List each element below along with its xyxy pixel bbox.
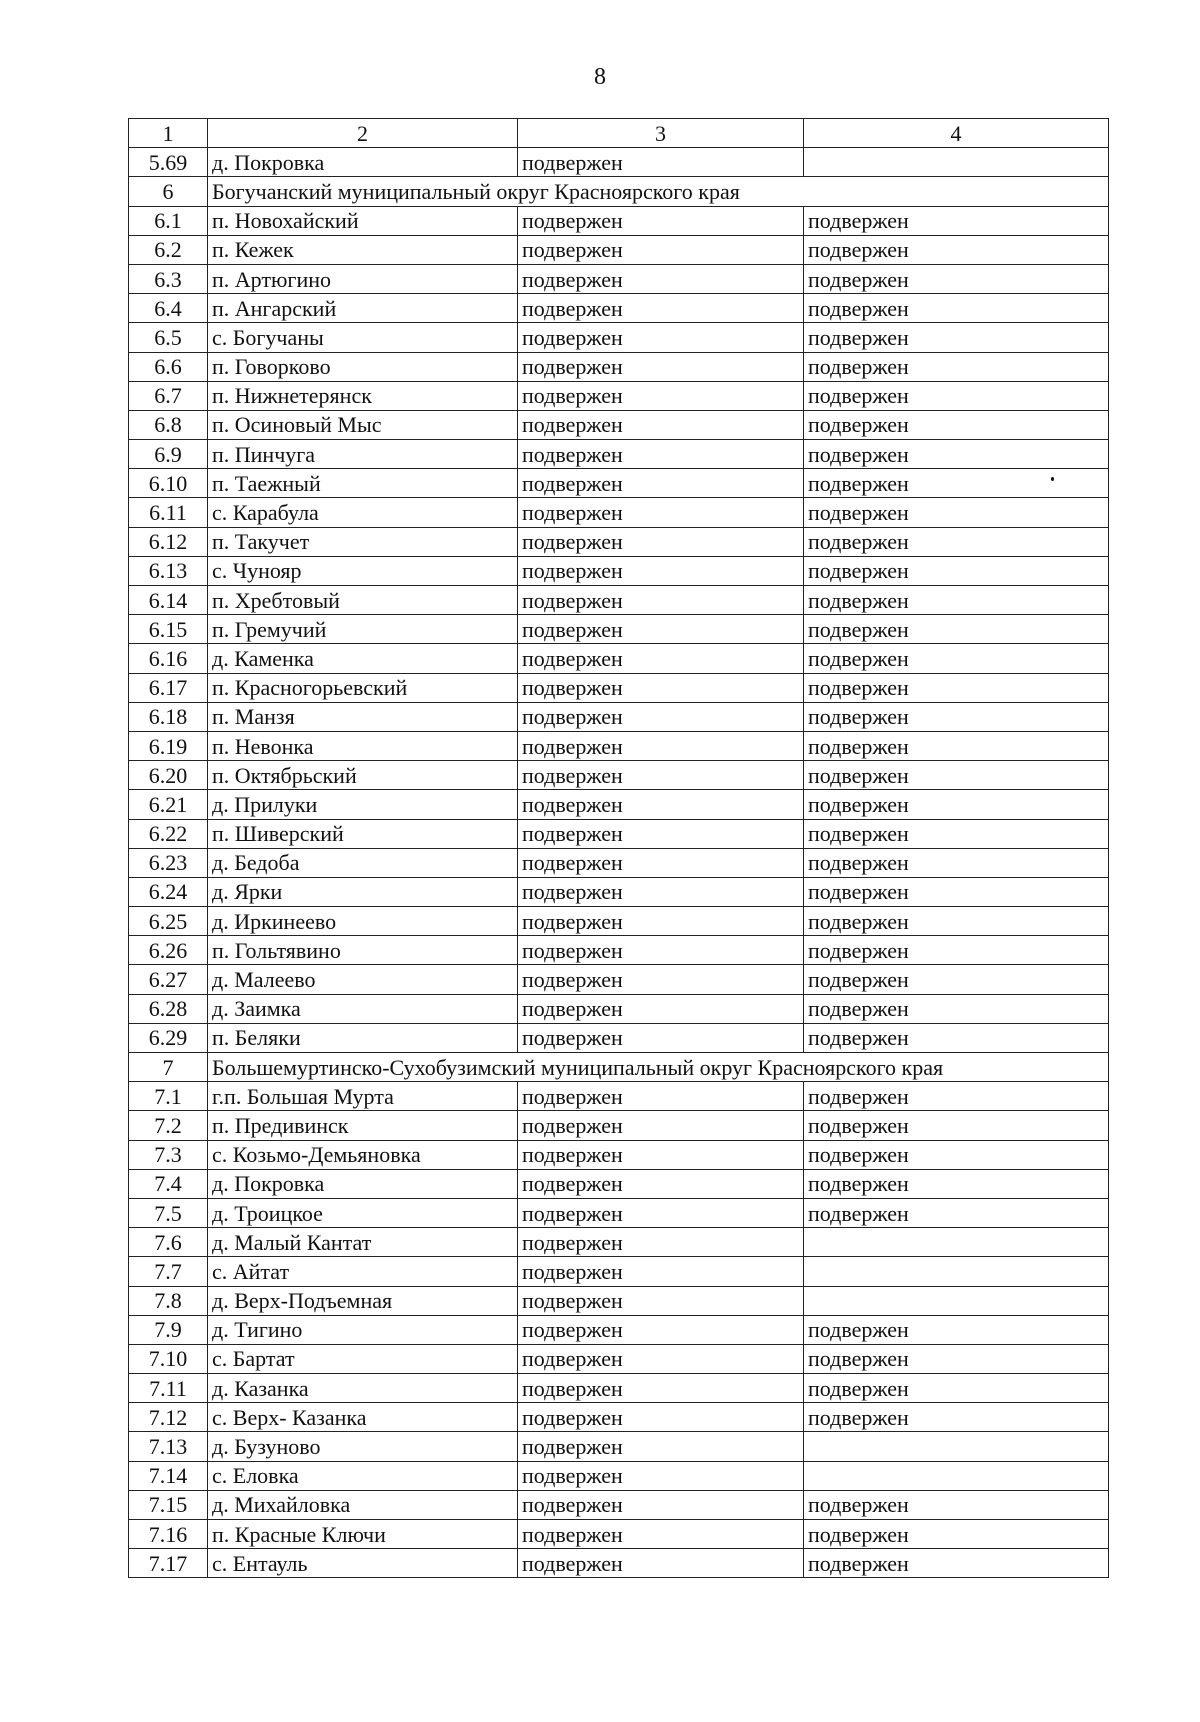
settlement-name: д. Верх-Подъемная (208, 1286, 518, 1315)
settlement-name: п. Манзя (208, 702, 518, 731)
settlement-name: с. Бартат (208, 1344, 518, 1373)
column-4-status: подвержен (804, 673, 1109, 702)
row-number: 7.2 (129, 1111, 208, 1140)
column-4-status: подвержен (804, 235, 1109, 264)
header-cell-4: 4 (804, 119, 1109, 148)
settlement-name: д. Малеево (208, 965, 518, 994)
column-3-status: подвержен (518, 1315, 804, 1344)
column-4-status: подвержен (804, 352, 1109, 381)
column-3-status: подвержен (518, 819, 804, 848)
column-3-status: подвержен (518, 877, 804, 906)
column-4-status: подвержен (804, 1111, 1109, 1140)
column-4-status: подвержен (804, 615, 1109, 644)
table-row (129, 1257, 1109, 1286)
column-4-status: подвержен (804, 761, 1109, 790)
table-row (129, 1140, 1109, 1169)
row-number: 6.1 (129, 206, 208, 235)
group-row (129, 1053, 1109, 1082)
settlement-name: п. Октябрьский (208, 761, 518, 790)
column-4-status: подвержен (804, 294, 1109, 323)
table-row (129, 702, 1109, 731)
table-row (129, 790, 1109, 819)
row-number: 6.24 (129, 877, 208, 906)
row-number: 7.16 (129, 1520, 208, 1549)
settlement-name: д. Заимка (208, 994, 518, 1023)
column-4-status: подвержен (804, 556, 1109, 585)
row-number: 7 (129, 1053, 208, 1082)
column-4-status (804, 1286, 1109, 1315)
row-number: 6.17 (129, 673, 208, 702)
column-4-status: подвержен (804, 410, 1109, 439)
table-row (129, 848, 1109, 877)
settlement-name: п. Таежный (208, 469, 518, 498)
row-number: 7.4 (129, 1169, 208, 1198)
row-number: 6.13 (129, 556, 208, 585)
column-3-status: подвержен (518, 294, 804, 323)
column-3-status: подвержен (518, 498, 804, 527)
table-row (129, 1432, 1109, 1461)
row-number: 6.28 (129, 994, 208, 1023)
settlement-name: п. Хребтовый (208, 586, 518, 615)
column-3-status: подвержен (518, 1023, 804, 1052)
column-3-status: подвержен (518, 440, 804, 469)
column-3-status: подвержен (518, 586, 804, 615)
column-4-status: подвержен (804, 1023, 1109, 1052)
settlement-name: п. Новохайский (208, 206, 518, 235)
column-4-status: подвержен (804, 848, 1109, 877)
table-header-row (129, 119, 1109, 148)
row-number: 7.9 (129, 1315, 208, 1344)
settlement-name: д. Тигино (208, 1315, 518, 1344)
column-4-status: подвержен (804, 1374, 1109, 1403)
column-3-status: подвержен (518, 556, 804, 585)
column-3-status: подвержен (518, 1549, 804, 1578)
column-3-status: подвержен (518, 1403, 804, 1432)
column-3-status: подвержен (518, 644, 804, 673)
column-3-status: подвержен (518, 1490, 804, 1519)
group-title: Большемуртинско-Сухобузимский муниципальный округ Красноярского края (208, 1053, 1109, 1082)
settlement-name: п. Кежек (208, 235, 518, 264)
table-row (129, 323, 1109, 352)
row-number: 6.21 (129, 790, 208, 819)
header-cell-1: 1 (129, 119, 208, 148)
table-row (129, 381, 1109, 410)
row-number: 5.69 (129, 148, 208, 177)
column-4-status: подвержен (804, 1490, 1109, 1519)
table-row (129, 527, 1109, 556)
row-number: 6 (129, 177, 208, 206)
row-number: 6.3 (129, 264, 208, 293)
row-number: 6.27 (129, 965, 208, 994)
row-number: 6.11 (129, 498, 208, 527)
column-4-status (804, 1461, 1109, 1490)
table-row (129, 556, 1109, 585)
row-number: 7.7 (129, 1257, 208, 1286)
settlement-name: п. Шиверский (208, 819, 518, 848)
column-4-status: подвержен (804, 936, 1109, 965)
column-3-status: подвержен (518, 1461, 804, 1490)
table-row (129, 1169, 1109, 1198)
column-3-status: подвержен (518, 1228, 804, 1257)
scan-speck (1051, 477, 1054, 481)
table-row (129, 586, 1109, 615)
table-row (129, 1228, 1109, 1257)
settlement-name: п. Осиновый Мыс (208, 410, 518, 439)
column-4-status: подвержен (804, 731, 1109, 760)
column-3-status: подвержен (518, 1169, 804, 1198)
row-number: 6.10 (129, 469, 208, 498)
column-4-status: подвержен (804, 907, 1109, 936)
column-3-status: подвержен (518, 673, 804, 702)
row-number: 6.15 (129, 615, 208, 644)
group-row (129, 177, 1109, 206)
row-number: 6.25 (129, 907, 208, 936)
table-row (129, 644, 1109, 673)
row-number: 6.7 (129, 381, 208, 410)
row-number: 7.10 (129, 1344, 208, 1373)
column-4-status: подвержен (804, 206, 1109, 235)
settlement-name: д. Михайловка (208, 1490, 518, 1519)
settlement-name: с. Козьмо-Демьяновка (208, 1140, 518, 1169)
table-row (129, 1403, 1109, 1432)
column-4-status (804, 148, 1109, 177)
table-row (129, 294, 1109, 323)
table-row (129, 615, 1109, 644)
table-row (129, 907, 1109, 936)
settlement-name: п. Такучет (208, 527, 518, 556)
column-4-status: подвержен (804, 381, 1109, 410)
column-3-status: подвержен (518, 1520, 804, 1549)
row-number: 7.17 (129, 1549, 208, 1578)
column-3-status: подвержен (518, 731, 804, 760)
header-cell-2: 2 (208, 119, 518, 148)
row-number: 7.6 (129, 1228, 208, 1257)
header-cell-3: 3 (518, 119, 804, 148)
column-4-status: подвержен (804, 644, 1109, 673)
table-row (129, 264, 1109, 293)
settlement-name: д. Покровка (208, 148, 518, 177)
table-row (129, 877, 1109, 906)
settlement-name: с. Верх- Казанка (208, 1403, 518, 1432)
column-3-status: подвержен (518, 527, 804, 556)
column-3-status: подвержен (518, 1111, 804, 1140)
table-row (129, 761, 1109, 790)
row-number: 7.13 (129, 1432, 208, 1461)
column-3-status: подвержен (518, 790, 804, 819)
row-number: 6.20 (129, 761, 208, 790)
column-3-status: подвержен (518, 381, 804, 410)
column-4-status (804, 1228, 1109, 1257)
row-number: 6.14 (129, 586, 208, 615)
settlement-name: с. Ентауль (208, 1549, 518, 1578)
settlement-name: с. Айтат (208, 1257, 518, 1286)
column-3-status: подвержен (518, 352, 804, 381)
column-3-status: подвержен (518, 1257, 804, 1286)
table-row (129, 936, 1109, 965)
column-3-status: подвержен (518, 936, 804, 965)
column-4-status: подвержен (804, 994, 1109, 1023)
row-number: 7.8 (129, 1286, 208, 1315)
column-4-status: подвержен (804, 1403, 1109, 1432)
settlement-name: д. Казанка (208, 1374, 518, 1403)
settlement-name: д. Малый Кантат (208, 1228, 518, 1257)
table-row (129, 731, 1109, 760)
row-number: 7.15 (129, 1490, 208, 1519)
column-4-status: подвержен (804, 1549, 1109, 1578)
column-3-status: подвержен (518, 1198, 804, 1227)
row-number: 7.3 (129, 1140, 208, 1169)
settlement-name: д. Иркинеево (208, 907, 518, 936)
row-number: 7.5 (129, 1198, 208, 1227)
column-4-status: подвержен (804, 586, 1109, 615)
table-row (129, 469, 1109, 498)
settlement-name: п. Артюгино (208, 264, 518, 293)
column-4-status: подвержен (804, 1344, 1109, 1373)
table-row (129, 1286, 1109, 1315)
column-4-status: подвержен (804, 1082, 1109, 1111)
row-number: 6.23 (129, 848, 208, 877)
row-number: 6.22 (129, 819, 208, 848)
row-number: 6.6 (129, 352, 208, 381)
row-number: 7.14 (129, 1461, 208, 1490)
column-3-status: подвержен (518, 323, 804, 352)
column-3-status: подвержен (518, 615, 804, 644)
column-4-status: подвержен (804, 877, 1109, 906)
row-number: 6.26 (129, 936, 208, 965)
settlement-name: с. Карабула (208, 498, 518, 527)
column-3-status: подвержен (518, 206, 804, 235)
column-4-status (804, 1257, 1109, 1286)
row-number: 6.2 (129, 235, 208, 264)
table-row (129, 1520, 1109, 1549)
table-row (129, 1374, 1109, 1403)
table-row (129, 1461, 1109, 1490)
column-4-status: подвержен (804, 1315, 1109, 1344)
settlement-name: г.п. Большая Мурта (208, 1082, 518, 1111)
settlement-name: д. Прилуки (208, 790, 518, 819)
settlement-name: д. Бузуново (208, 1432, 518, 1461)
column-3-status: подвержен (518, 469, 804, 498)
column-3-status: подвержен (518, 1432, 804, 1461)
column-4-status: подвержен (804, 469, 1109, 498)
table-row (129, 235, 1109, 264)
settlement-name: с. Еловка (208, 1461, 518, 1490)
column-4-status: подвержен (804, 264, 1109, 293)
settlement-name: п. Беляки (208, 1023, 518, 1052)
table-row (129, 1111, 1109, 1140)
column-4-status: подвержен (804, 527, 1109, 556)
column-4-status: подвержен (804, 498, 1109, 527)
settlement-name: с. Чунояр (208, 556, 518, 585)
table-row (129, 440, 1109, 469)
table-row (129, 819, 1109, 848)
row-number: 6.12 (129, 527, 208, 556)
settlements-table (128, 118, 1109, 1578)
row-number: 6.18 (129, 702, 208, 731)
row-number: 6.19 (129, 731, 208, 760)
column-4-status: подвержен (804, 819, 1109, 848)
table-row (129, 1490, 1109, 1519)
settlement-name: п. Красные Ключи (208, 1520, 518, 1549)
column-3-status: подвержен (518, 761, 804, 790)
column-3-status: подвержен (518, 907, 804, 936)
table-body (129, 119, 1109, 1578)
table-row (129, 1549, 1109, 1578)
table-row (129, 1082, 1109, 1111)
group-title: Богучанский муниципальный округ Красноярского края (208, 177, 1109, 206)
table-row (129, 148, 1109, 177)
settlement-name: д. Троицкое (208, 1198, 518, 1227)
row-number: 6.16 (129, 644, 208, 673)
settlement-name: д. Ярки (208, 877, 518, 906)
table-row (129, 352, 1109, 381)
settlement-name: п. Гремучий (208, 615, 518, 644)
column-3-status: подвержен (518, 1286, 804, 1315)
column-3-status: подвержен (518, 410, 804, 439)
table-row (129, 673, 1109, 702)
table-row (129, 206, 1109, 235)
column-4-status: подвержен (804, 702, 1109, 731)
settlement-name: п. Красногорьевский (208, 673, 518, 702)
column-3-status: подвержен (518, 235, 804, 264)
table-row (129, 1344, 1109, 1373)
table-row (129, 1198, 1109, 1227)
column-4-status: подвержен (804, 965, 1109, 994)
column-4-status (804, 1432, 1109, 1461)
column-3-status: подвержен (518, 264, 804, 293)
row-number: 7.1 (129, 1082, 208, 1111)
settlement-name: п. Говорково (208, 352, 518, 381)
settlement-name: д. Покровка (208, 1169, 518, 1198)
column-3-status: подвержен (518, 702, 804, 731)
table-row (129, 965, 1109, 994)
settlement-name: д. Каменка (208, 644, 518, 673)
table-row (129, 498, 1109, 527)
column-4-status: подвержен (804, 1169, 1109, 1198)
column-3-status: подвержен (518, 848, 804, 877)
column-4-status: подвержен (804, 1140, 1109, 1169)
column-3-status: подвержен (518, 1082, 804, 1111)
row-number: 6.29 (129, 1023, 208, 1052)
row-number: 6.8 (129, 410, 208, 439)
column-3-status: подвержен (518, 1374, 804, 1403)
row-number: 6.5 (129, 323, 208, 352)
column-4-status: подвержен (804, 1198, 1109, 1227)
column-3-status: подвержен (518, 994, 804, 1023)
column-4-status: подвержен (804, 1520, 1109, 1549)
page-number: 8 (594, 64, 606, 90)
row-number: 6.4 (129, 294, 208, 323)
settlement-name: д. Бедоба (208, 848, 518, 877)
row-number: 7.11 (129, 1374, 208, 1403)
settlement-name: п. Предивинск (208, 1111, 518, 1140)
column-4-status: подвержен (804, 440, 1109, 469)
table-row (129, 410, 1109, 439)
table-row (129, 994, 1109, 1023)
table-row (129, 1315, 1109, 1344)
column-3-status: подвержен (518, 148, 804, 177)
settlement-name: п. Ангарский (208, 294, 518, 323)
column-4-status: подвержен (804, 323, 1109, 352)
settlement-name: п. Гольтявино (208, 936, 518, 965)
settlement-name: п. Нижнетерянск (208, 381, 518, 410)
column-3-status: подвержен (518, 1344, 804, 1373)
settlement-name: п. Пинчуга (208, 440, 518, 469)
column-3-status: подвержен (518, 1140, 804, 1169)
row-number: 6.9 (129, 440, 208, 469)
settlement-name: с. Богучаны (208, 323, 518, 352)
column-3-status: подвержен (518, 965, 804, 994)
row-number: 7.12 (129, 1403, 208, 1432)
table-row (129, 1023, 1109, 1052)
settlement-name: п. Невонка (208, 731, 518, 760)
column-4-status: подвержен (804, 790, 1109, 819)
